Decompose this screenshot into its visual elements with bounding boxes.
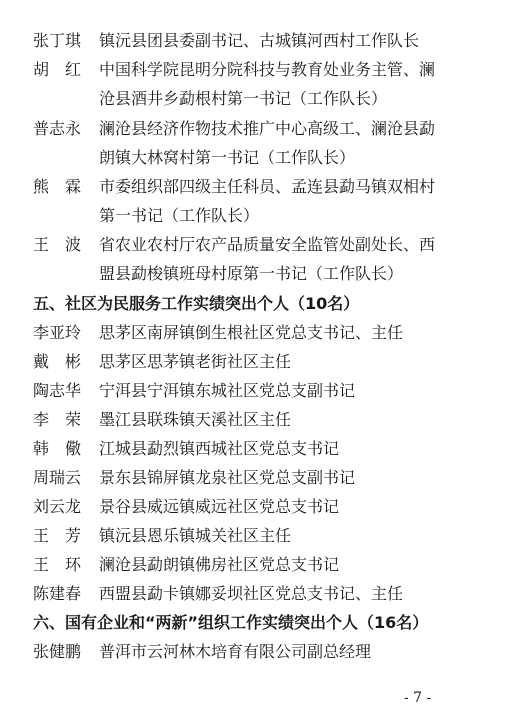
person-position: 墨江县联珠镇天溪社区主任: [99, 410, 292, 429]
person-name: 李亚玲: [33, 323, 82, 342]
page-number: - 7 -: [404, 690, 432, 706]
person-position: 镇沅县恩乐镇城关社区主任: [99, 526, 292, 545]
person-name: 熊 霖: [33, 177, 82, 196]
position-line: 第一书记（工作队长）: [99, 206, 260, 225]
person-name: 王 环: [33, 555, 82, 574]
position-line: 镇沅县团县委副书记、古城镇河西村工作队长: [99, 31, 420, 50]
person-name: 戴 彬: [33, 352, 82, 371]
person-position: 西盟县勐卡镇娜妥坝社区党总支书记、主任: [99, 584, 404, 603]
person-position: 景谷县威远镇威远社区党总支书记: [99, 497, 340, 516]
person-name: 韩 儆: [33, 439, 82, 458]
person-position: 景东县锦屏镇龙泉社区党总支副书记: [99, 468, 356, 487]
position-line: 市委组织部四级主任科员、孟连县勐马镇双相村: [99, 177, 436, 196]
person-name: 张丁琪: [33, 31, 82, 50]
person-name: 李 荣: [33, 410, 82, 429]
person-name: 刘云龙: [33, 497, 82, 516]
person-position: 江城县勐烈镇西城社区党总支书记: [99, 439, 340, 458]
position-line: 朗镇大林窝村第一书记（工作队长）: [99, 148, 356, 167]
person-name: 周瑞云: [33, 468, 82, 487]
person-name: 胡 红: [33, 60, 82, 79]
person-position: 思茅区思茅镇老街社区主任: [99, 352, 292, 371]
person-name: 陶志华: [33, 381, 82, 400]
person-position: 宁洱县宁洱镇东城社区党总支副书记: [99, 381, 356, 400]
person-position: [99, 114, 484, 172]
person-name: 王 芳: [33, 526, 82, 545]
person-position: [99, 26, 484, 55]
person-name: 张健鹏: [33, 642, 82, 661]
person-name: 王 波: [33, 235, 82, 254]
person-position: 思茅区南屏镇倒生根社区党总支书记、主任: [99, 323, 404, 342]
person-position: 澜沧县勐朗镇佛房社区党总支书记: [99, 555, 340, 574]
person-position: [99, 230, 484, 288]
person-name: 普志永: [33, 119, 82, 138]
person-position: [99, 55, 484, 113]
person-position: [99, 172, 484, 230]
person-position: 普洱市云河林木培育有限公司副总经理: [99, 642, 372, 661]
position-line: 盟县勐梭镇班母村原第一书记（工作队长）: [99, 264, 404, 283]
position-line: 澜沧县经济作物技术推广中心高级工、澜沧县勐: [99, 119, 436, 138]
position-line: 省农业农村厅农产品质量安全监管处副处长、西: [99, 235, 436, 254]
section-heading: 五、社区为民服务工作实绩突出个人（10名）: [33, 294, 360, 313]
section-heading: 六、国有企业和“两新”组织工作实绩突出个人（16名）: [33, 613, 429, 632]
position-line: 中国科学院昆明分院科技与教育处业务主管、澜: [99, 60, 436, 79]
position-line: 沧县酒井乡勐根村第一书记（工作队长）: [99, 89, 388, 108]
person-name: 陈建春: [33, 584, 82, 603]
